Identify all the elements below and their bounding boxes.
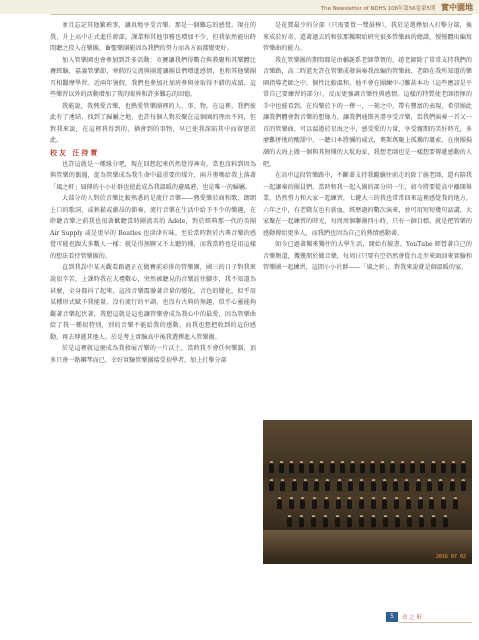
musician-figure — [441, 463, 446, 473]
musician-figure — [431, 517, 436, 527]
musician-figure — [287, 517, 292, 527]
musician-figure — [382, 481, 387, 491]
musician-figure — [340, 463, 345, 473]
musician-figure — [407, 517, 412, 527]
right-column — [263, 20, 472, 418]
musician-figure — [461, 463, 466, 473]
musician-figure — [383, 517, 388, 527]
musician-figure — [443, 517, 448, 527]
photo-row — [287, 514, 448, 528]
musician-figure — [400, 463, 405, 473]
paragraph: 加入管樂園也會參加到許多活動：市賽讓我們得數合與教聚和其樂體比賽經驗，嘉義管樂節，寒假的交流與團遊讓團員們增進感情，也和其他樂團互相觀摩學習。近兩年暑假，我們也參加社加班參與並取得不錯的成績，這些樂習以外的活動增加了我的眼界和許多難忘的回憶。 — [50, 56, 256, 99]
musician-figure — [314, 481, 319, 491]
footer-label: 青 之 軒 — [402, 615, 422, 621]
musician-figure — [280, 481, 285, 491]
musician-figure — [427, 481, 432, 491]
musician-figure — [325, 481, 330, 491]
photo-row — [277, 496, 458, 510]
photo-date-stamp: 2016 07 02 — [435, 554, 466, 560]
musician-figure — [371, 517, 376, 527]
paragraph: 我能說，我熱愛音樂，也熱愛管樂團裡的人、事、物。在這裡，我們彼此有了連結，找到了歸屬之地，也許每個人對於聚在這個園的理由不同，但對我來說，在這裡我得到的，猶會到的事物，早已使我深陷其中而留戀於此。 — [50, 102, 256, 145]
musician-figure — [269, 481, 274, 491]
musician-figure — [370, 463, 375, 473]
musician-figure — [336, 499, 341, 509]
musician-figure — [380, 463, 385, 473]
paragraph: 並且忘記其他繁瑣事，讓真地享受音樂，那是一個難忘的感覺。現在的我，升上高中正式進任幹部，課業和其他事務也增加不少，但我依然能出時間聽之投入在樂團，畜聖樂團能因為我們的努力而各方面都變更好。 — [50, 22, 256, 53]
musician-figure — [292, 481, 297, 491]
musician-figure — [347, 499, 352, 509]
musician-figure — [371, 499, 376, 509]
musician-figure — [289, 463, 294, 473]
musician-figure — [394, 499, 399, 509]
musician-figure — [382, 499, 387, 509]
paragraph: 在高中這段管樂路中，不斷著支持我繼續往前走的除了施老師，還有陪我一起讓奏的團員們。當時和我一起入團的部分同一生，如今將要從高中離開畢業，仍然努力和大家一起練習，七鍵大三的我也常常回來這裡感覺我的地方，六年之中，有老戰友也有新血，經歷過的數次演來，並可用短短幾句話講，大家聚在一起練習的時光，每周周個聯團四小時，只有一個目標，就是把管樂的感動傳給更多人，而我們也因為自己的熱情感動著。 — [263, 172, 472, 237]
musician-figure — [337, 481, 342, 491]
musician-figure — [299, 517, 304, 527]
musician-figure — [429, 499, 434, 509]
paragraph: 也許這就是一種緣分吧，現在回想起來仍然覺得神奇，當也沒料到因為與管樂的偶遇，促為管樂成為我生命中最重要的煤介，兩升奧嗎給我上落著「風之軒」屆傳的小小社群也使此成為我溫暖的避風港，也是唯一的歸屬。 — [50, 160, 256, 191]
musician-figure — [279, 463, 284, 473]
musician-figure — [348, 481, 353, 491]
footer-rule — [399, 622, 472, 623]
orchestra-photo — [263, 420, 472, 564]
musician-figure — [390, 463, 395, 473]
musician-figure — [371, 481, 376, 491]
musician-figure — [395, 517, 400, 527]
musician-figure — [451, 463, 456, 473]
musician-figure — [299, 463, 304, 473]
musician-figure — [319, 463, 324, 473]
musician-figure — [406, 499, 411, 509]
musician-figure — [393, 481, 398, 491]
photo-row — [269, 460, 466, 474]
musician-figure — [360, 463, 365, 473]
paragraph: 是花費最少的分部（只需要買一雙鼓棒），我於是選擇加入打擊分部，後來成於好奇、還著過去的和弦那獨開始研究很多管樂曲的總譜，慢慢體出編寫管樂曲的能力。 — [263, 22, 472, 53]
musician-figure — [410, 463, 415, 473]
musician-figure — [418, 499, 423, 509]
photo-row — [269, 478, 466, 492]
paragraph: 直到我誤中某天觀看路過正在做賽前彩排的管樂園，國三的日子對我來說很辛苦，上課時我在大禮數心，突然被聽見的音樂詮住腳步，我不知道為甚麼，全身都抖了起來，這段音樂震盪著音量的變化，音色的變化，似乎用某種形式賦予我能量。沒有流行的平調，也沒有古典的無趣，似乎心靈能夠觀著音樂起伏著，我想這就是這也讓管樂會成為我心中的最愛，因為管樂曲給了我一種很特別，別的音樂不能給我的感動。而我也想把收到的這份感動，再去傳遞其他人。於是考上實驗高中後我選擇進入管樂團。 — [50, 264, 256, 341]
musician-figure — [323, 517, 328, 527]
musician-figure — [359, 517, 364, 527]
header-text — [321, 2, 473, 13]
musician-figure — [419, 517, 424, 527]
musician-figure — [420, 463, 425, 473]
musician-figure — [312, 499, 317, 509]
musician-figure — [330, 463, 335, 473]
left-column — [50, 20, 256, 620]
musician-figure — [404, 481, 409, 491]
musician-figure — [438, 481, 443, 491]
musician-figure — [441, 499, 446, 509]
musician-figure — [311, 517, 316, 527]
musician-figure — [461, 481, 466, 491]
musician-figure — [335, 517, 340, 527]
musician-figure — [359, 499, 364, 509]
paragraph: 於是這裡就這麼成為我發展音樂的一片沃土，當時我不會任何樂器，頂多只會一點鋼琴而已，幸好實驗管樂團接受初學者，加上打擊分部 — [50, 345, 256, 364]
musician-figure — [269, 463, 274, 473]
musician-figure — [347, 517, 352, 527]
section-title: 實中園地 — [441, 3, 473, 12]
musician-figure — [289, 499, 294, 509]
newsletter-title: The Newsletter of NDHS 106年第56卷第5期 — [320, 6, 436, 12]
paragraph: 大部分的人對於音樂比較熟悉的是流行音樂——熱愛樂於商和歌、朗朗上口的歌詞，或輕鬆或激昂的節奏，流行音樂在生活中給予不少的樂趣，在聆聽音樂之前我也很著歡聽當時剛流名的 Adele，對於經典那一代的英團 Air Supply 或是更早的 Beatles 也津津有味。至於當時對於古典音樂的感覺可能也跟大多數人一樣：就是得無聊又不太聽的懂，而我當時也是用這樣的想法看待管樂團的。 — [50, 195, 256, 260]
paragraph: 我在管樂團的期間都是由輔誕系老師帶領的，趙老師除了常常支持我們的音樂路，高二時還允許在管樂成發演奏我改編的管樂曲，老師在我所知道的樂園指導老師之中，個性比較溫和，他不會在團練中刁難甚本功（這些應該是平常自己要練習的部分），反而更強調音樂性與感情。這樣的特質使老師指揮的手中也能看到，在均樂於下的一擇一，一刻之中，帶有豐富的表現，希望團此讓我們體會對音樂的想像力，讓我們通期善盡享受音樂，當我們演奏一首又一首的管樂曲，可以溫遨於星海之中，感受愛的力量，享受親期的美好時光，多麼難拼地的酸甜中，一聽日本將彌的咸式，奧斯萬聚上孤獨的蕭索，在南團揚潮的大海上做一個與其無懂的大航海家，我想老師也是一樣想要傳遞感動的人吧。 — [263, 56, 472, 168]
author-byline: 校友 汪持寶 — [50, 148, 100, 158]
musician-figure — [324, 499, 329, 509]
musician-figure — [431, 463, 436, 473]
musician-figure — [309, 463, 314, 473]
header-rule — [50, 14, 472, 15]
header-bar — [0, 0, 479, 14]
musician-figure — [350, 463, 355, 473]
musician-figure — [300, 499, 305, 509]
paragraph: 如今已過著獨來獨往的大學生活，開始有臉書、YouTube 經營著自己的音樂頻道，獲幾朋於做音樂，每周日只要有空仍然會從台北坐來頭回來實驗和管樂團一起練習，這間小小社群——「風之軒」，對我來說就是個溫暖的家。 — [263, 241, 472, 272]
musician-figure — [453, 499, 458, 509]
musician-figure — [450, 481, 455, 491]
page-number: 5 — [386, 612, 398, 622]
musician-figure — [416, 481, 421, 491]
musician-figure — [359, 481, 364, 491]
musician-figure — [277, 499, 282, 509]
musician-figure — [303, 481, 308, 491]
